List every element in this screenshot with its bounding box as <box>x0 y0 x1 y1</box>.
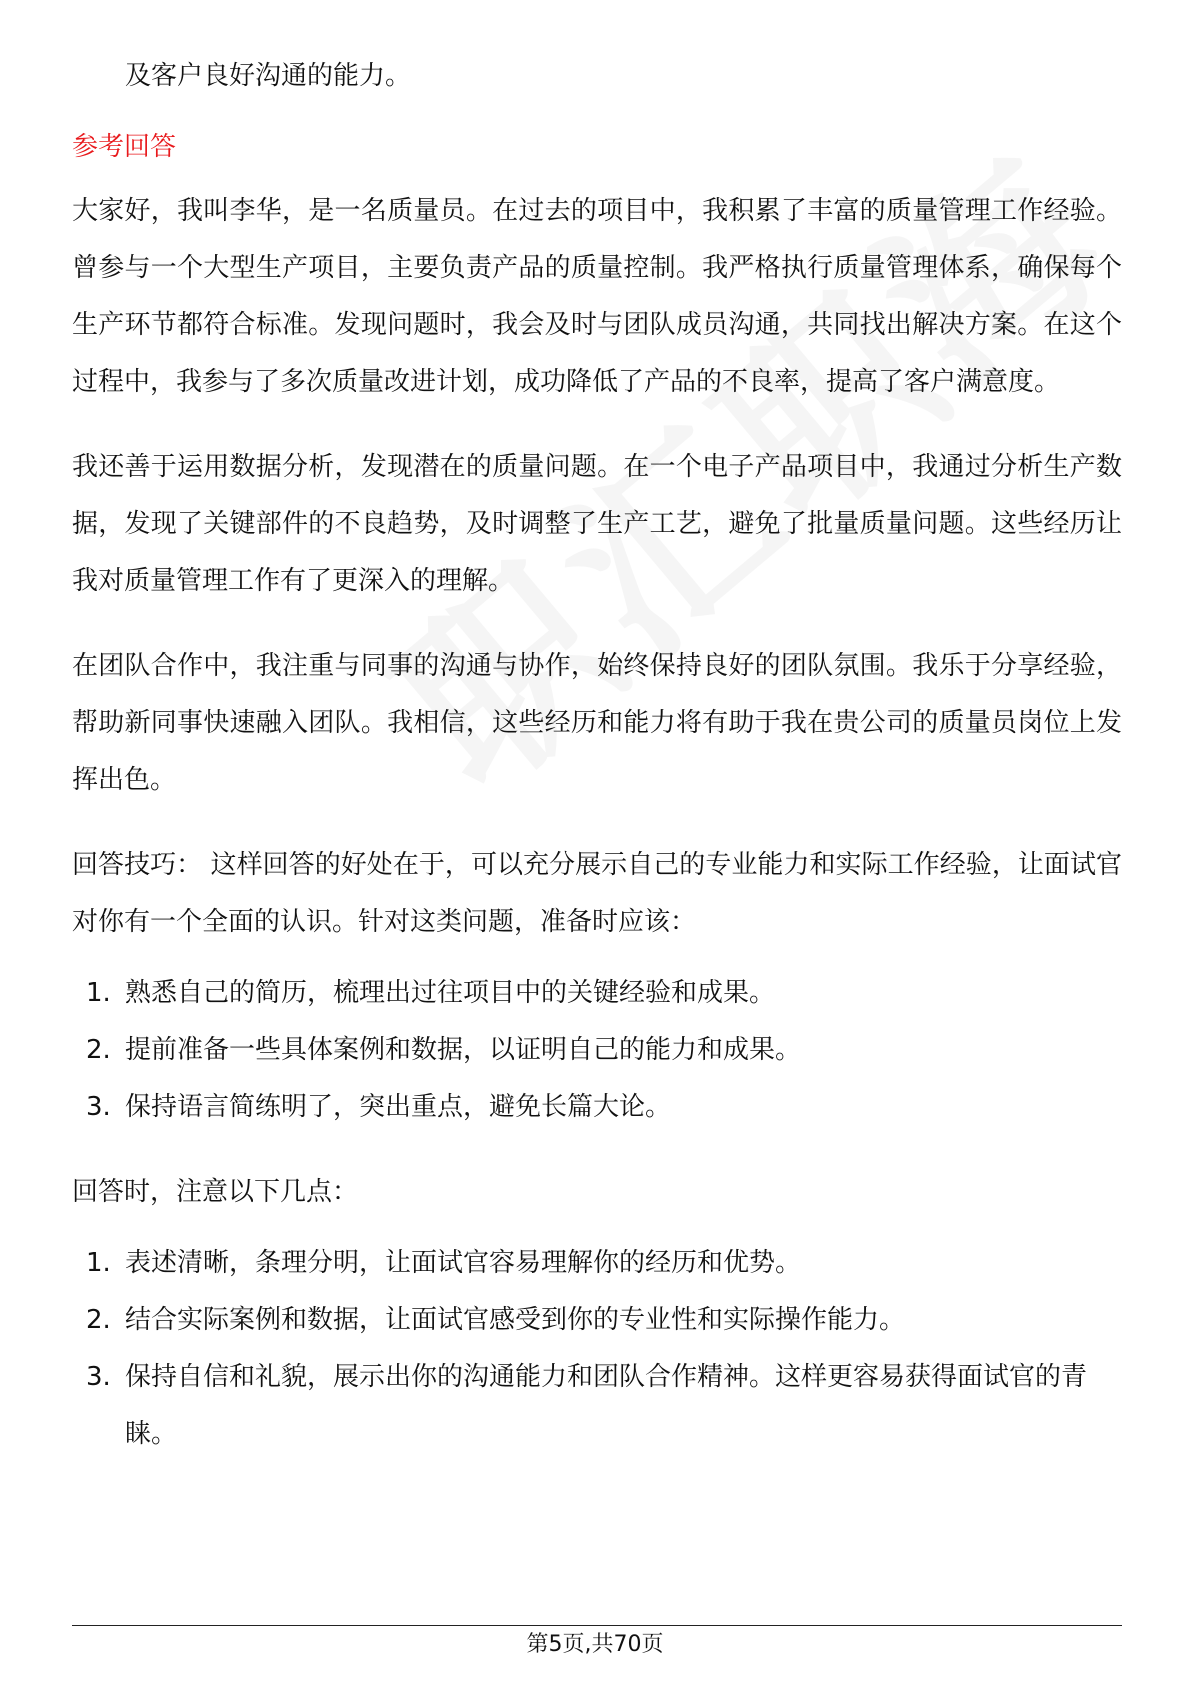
list-item-text: 保持自信和礼貌，展示出你的沟通能力和团队合作精神。这样更容易获得面试官的青睐。 <box>125 1362 1088 1449</box>
page-number: 第5页,共70页 <box>526 1632 664 1657</box>
list-item-text: 提前准备一些具体案例和数据，以证明自己的能力和成果。 <box>125 1035 802 1065</box>
list-item-text: 表述清晰，条理分明，让面试官容易理解你的经历和优势。 <box>125 1248 802 1278</box>
list-item-text: 结合实际案例和数据，让面试官感受到你的专业性和实际操作能力。 <box>125 1305 906 1335</box>
intro-tail-text: 及客户良好沟通的能力。 <box>125 61 412 91</box>
tips-paragraph: 回答技巧： 这样回答的好处在于，可以充分展示自己的专业能力和实际工作经验，让面试官对你有一个全面的认识。针对这类问题，准备时应该： <box>72 850 1122 937</box>
notes-list <box>72 1235 1122 1463</box>
list-item-text: 熟悉自己的简历，梳理出过往项目中的关键经验和成果。 <box>125 978 776 1008</box>
list-number: 2. <box>86 1035 111 1065</box>
list-number: 3. <box>86 1362 111 1392</box>
footer-divider <box>72 1625 1122 1626</box>
reference-answer-heading: 参考回答 <box>72 132 177 162</box>
answer-paragraph-3: 在团队合作中，我注重与同事的沟通与协作，始终保持良好的团队氛围。我乐于分享经验，帮助新同事快速融入团队。我相信，这些经历和能力将有助于我在贵公司的质量员岗位上发挥出色。 <box>72 651 1122 795</box>
prep-list <box>72 965 1122 1136</box>
notes-heading: 回答时，注意以下几点： <box>72 1177 359 1207</box>
list-item <box>72 1292 1122 1349</box>
list-item <box>72 1235 1122 1292</box>
list-number: 1. <box>86 1248 111 1278</box>
document-body <box>72 48 1122 1463</box>
list-number: 2. <box>86 1305 111 1335</box>
list-item <box>72 965 1122 1022</box>
list-item <box>72 1349 1122 1463</box>
list-item <box>72 1079 1122 1136</box>
list-item <box>72 1022 1122 1079</box>
answer-paragraph-2: 我还善于运用数据分析，发现潜在的质量问题。在一个电子产品项目中，我通过分析生产数据，发现了关键部件的不良趋势，及时调整了生产工艺，避免了批量质量问题。这些经历让我对质量管理工作有了更深入的理解。 <box>72 452 1122 596</box>
list-number: 1. <box>86 978 111 1008</box>
answer-paragraph-1: 大家好，我叫李华，是一名质量员。在过去的项目中，我积累了丰富的质量管理工作经验。曾参与一个大型生产项目，主要负责产品的质量控制。我严格执行质量管理体系，确保每个生产环节都符合标准。发现问题时，我会及时与团队成员沟通，共同找出解决方案。在这个过程中，我参与了多次质量改进计划，成功降低了产品的不良率，提高了客户满意度。 <box>72 196 1122 397</box>
list-item-text: 保持语言简练明了，突出重点，避免长篇大论。 <box>125 1092 672 1122</box>
list-number: 3. <box>86 1092 111 1122</box>
